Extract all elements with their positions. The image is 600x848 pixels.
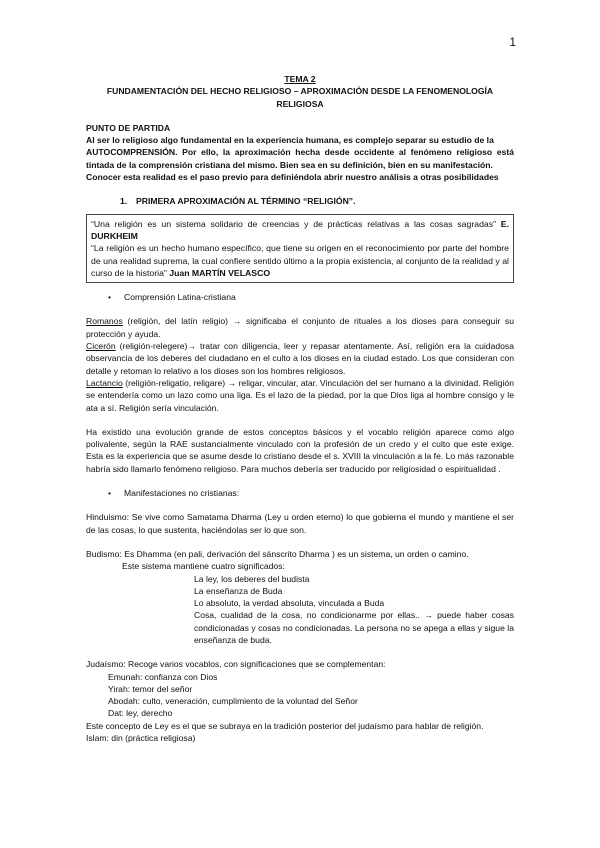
bullet-no-cristianas-label: Manifestaciones no cristianas: [124, 488, 240, 499]
section-1-number: 1. [120, 196, 128, 207]
punto-text-a: Al ser lo religioso algo fundamental en la experiencia humana, es complejo separar su estudio de la [86, 135, 494, 146]
bullet-icon: • [108, 292, 112, 303]
islam-paragraph: Islam: din (práctica religiosa) [86, 733, 196, 744]
lactancio-paragraph [86, 377, 514, 414]
ciceron-paragraph [86, 340, 514, 377]
budismo-item: La ley, los deberes del budista [194, 573, 310, 584]
page-number: 1 [509, 35, 516, 49]
judaismo-item: Yirah: temor del señor [108, 683, 193, 694]
document-body [86, 73, 514, 744]
budismo-item: Lo absoluto, la verdad absoluta, vinculada a Buda [194, 598, 385, 609]
bullet-latina-label: Comprensión Latina-cristiana [124, 292, 236, 303]
bullet-latina-cristiana [108, 291, 514, 303]
section-1-title: PRIMERA APROXIMACIÓN AL TÉRMINO “RELIGIÓN”. [136, 196, 356, 207]
quote-durkheim: “Una religión es un sistema solidario de creencias y de prácticas relativas a las cosas sagradas” [91, 218, 496, 229]
quote-durkheim-author: E. DURKHEIM [91, 218, 509, 241]
quote-velasco-author: Juan MARTÍN VELASCO [169, 267, 271, 278]
lactancio-term: Lactancio [86, 377, 123, 388]
punto-heading: PUNTO DE PARTIDA [86, 122, 171, 133]
evolucion-paragraph: Ha existido una evolución grande de estos conceptos básicos y el vocablo religión aparece como algo polivalente, según la RAE sustancialmente vinculado con la profesión de un credo y el culto que este exige. Esta es la experiencia que se asume desde lo cristiano desde el s. XVIII la vinculación a la fe. Lo más razonable habría sido llamarlo fenómeno religioso. Para muchos debería ser traducido por religiosidad o espiritualidad . [86, 426, 514, 474]
budismo-item: Cosa, cualidad de la cosa, no condicionarme por ellas.. → puede haber cosas condicionadas y cosas no condicionadas. La persona no se apega a ellas y sigue la enseñanza de buda. [194, 610, 514, 645]
tema-heading: TEMA 2 [284, 74, 316, 84]
punto-text-c: Conocer esta realidad es el paso previo para definiéndola abrir nuestro análisis a otras posibilidades [86, 172, 499, 183]
judaismo-item: Abodah: culto, veneración, cumplimiento de la voluntad del Señor [108, 696, 358, 707]
budismo-item: La enseñanza de Buda [194, 585, 283, 596]
romanos-paragraph [86, 315, 514, 340]
document-title: FUNDAMENTACIÓN DEL HECHO RELIGIOSO – APROXIMACIÓN DESDE LA FENOMENOLOGÍA RELIGIOSA [106, 86, 494, 109]
section-1-heading [120, 195, 514, 207]
ley-paragraph: Este concepto de Ley es el que se subraya en la tradición posterior del judaísmo para hablar de religión. [86, 720, 484, 731]
budismo-intro: Este sistema mantiene cuatro significados: [122, 561, 285, 572]
hinduismo-paragraph: Hinduismo: Se vive como Samatama Dharma (Ley u orden eterno) lo que gobierna el mundo y mantiene el ser de las cosas, lo que sustenta, haciéndolas ser lo que son. [86, 512, 514, 535]
judaismo-paragraph: Judaísmo: Recoge varios vocablos, con significaciones que se complementan: [86, 659, 386, 670]
romanos-text: (religión, del latín religio) → significaba el conjunto de rituales a los dioses para conseguir su protección y ayuda. [86, 316, 514, 339]
judaismo-item: Emunah: confianza con Dios [108, 671, 218, 682]
bullet-no-cristianas [108, 487, 514, 499]
romanos-term: Romanos [86, 316, 123, 327]
bullet-icon: • [108, 488, 112, 499]
ciceron-text: (religión-relegere)→ tratar con diligencia, leer y repasar atentamente. Así, religión era la cuidadosa observancia de los deberes del ciudadano en el culto a los dioses en la ciudad estado. Los que consideran con detalle y retoman lo relativo a los dioses son los hombres religiosos. [86, 341, 514, 376]
definitions-box [86, 214, 514, 283]
lactancio-text: (religión-religatio, religare) → religar, vincular, atar. Vinculación del ser humano a la divinidad. Religión se entendería como un lazo como una liga. Es el lazo de la piedad, por la que Dios liga al hombre consigo y le ata a sí. Religión sería vinculación. [86, 377, 514, 413]
punto-text-b: AUTOCOMPRENSIÓN. Por ello, la aproximación hecha desde occidente al fenómeno religioso está tintada de la comprensión cristiana del mismo. Bien sea en su definición, bien en su manifestación. [86, 147, 514, 170]
ciceron-term: Cicerón [86, 341, 116, 352]
judaismo-item: Dat: ley, derecho [108, 708, 173, 719]
quote-velasco: “La religión es un hecho humano específico, que tiene su origen en el reconocimiento por parte del hombre de una realidad suprema, la cual confiere sentido último a la propia existencia, al conjunto de la realidad y al curso de la historia” [91, 243, 509, 278]
budismo-paragraph: Budismo: Es Dhamma (en pali, derivación del sánscrito Dharma ) es un sistema, un orden o camino. [86, 548, 469, 559]
